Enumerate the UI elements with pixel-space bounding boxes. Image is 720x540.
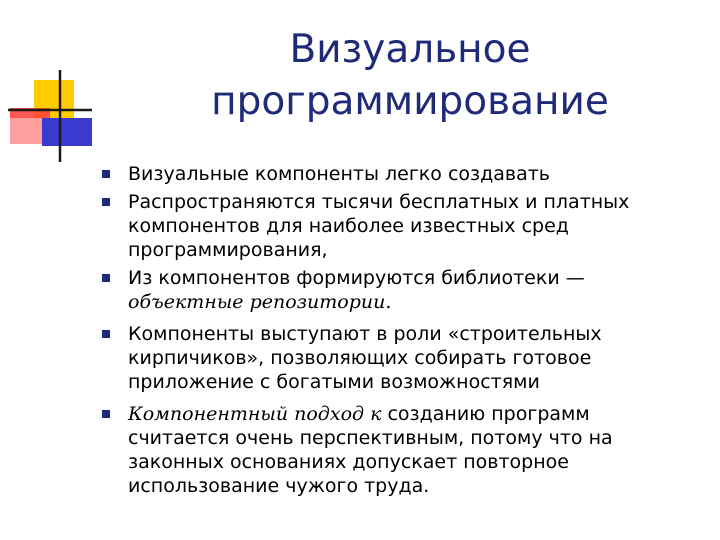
bullet-italic-tail: объектные репозитории. xyxy=(128,291,392,313)
slide-title xyxy=(160,24,660,128)
bullet-text: Из компонентов формируются библиотеки — xyxy=(128,267,585,289)
slide-title-line2: программирование xyxy=(211,79,609,124)
bullet-item-4 xyxy=(96,322,696,394)
bullet-item-5 xyxy=(96,402,696,498)
bullet-text: Компоненты выступают в роли «строительных кирпичиков», позволяющих собирать готовое приложение с богатыми возможностями xyxy=(128,323,602,393)
square-bullet-icon xyxy=(102,170,110,178)
bullet-item-3 xyxy=(96,266,696,314)
square-bullet-icon xyxy=(102,274,110,282)
bullet-text: Визуальные компоненты легко создавать xyxy=(128,163,551,185)
square-bullet-icon xyxy=(102,198,110,206)
slide-title-line1: Визуальное xyxy=(289,27,531,72)
bullet-text: созданию программ считается очень перспективным, потому что на законных основаниях допускает повторное использование чужого труда. xyxy=(128,403,613,497)
bullet-text: Распространяются тысячи бесплатных и платных компонентов для наиболее известных сред программирования, xyxy=(128,191,630,261)
deco-blue-square xyxy=(42,118,92,146)
square-bullet-icon xyxy=(102,410,110,418)
bullet-list xyxy=(96,162,696,498)
deco-white-overlay xyxy=(10,118,42,144)
bullet-item-2 xyxy=(96,190,696,262)
bullet-italic-head: Компонентный подход к xyxy=(128,403,382,425)
decorative-corner-graphic xyxy=(0,0,110,170)
bullet-item-1 xyxy=(96,162,696,186)
square-bullet-icon xyxy=(102,330,110,338)
